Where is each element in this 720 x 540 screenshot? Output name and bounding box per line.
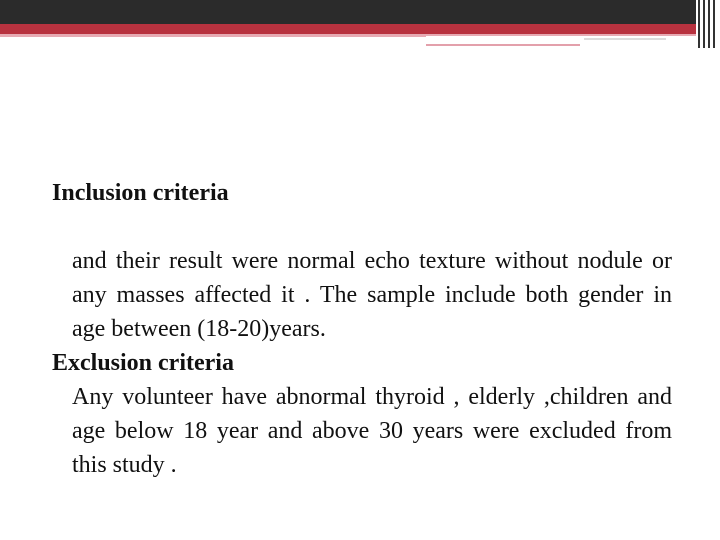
- header-red-band: [0, 24, 696, 34]
- slide-header-decoration: [0, 0, 720, 48]
- slide-body: [52, 176, 672, 482]
- inclusion-criteria-heading: Inclusion criteria: [52, 180, 229, 206]
- header-pink-line: [0, 34, 426, 37]
- header-stripes: [696, 0, 720, 48]
- header-pink-line-3: [426, 44, 580, 46]
- header-dark-band: [0, 0, 696, 24]
- spacer: [52, 210, 672, 244]
- exclusion-criteria-text: Any volunteer have abnormal thyroid , elderly ,children and age below 18 year and above 30 years were excluded from this study .: [72, 384, 672, 478]
- exclusion-criteria-heading: Exclusion criteria: [52, 350, 234, 376]
- inclusion-criteria-text: and their result were normal echo texture without nodule or any masses affected it . The sample include both gender in age between (18-20)years.: [72, 248, 672, 342]
- header-gray-line: [584, 38, 666, 40]
- header-pink-line-2: [426, 34, 696, 36]
